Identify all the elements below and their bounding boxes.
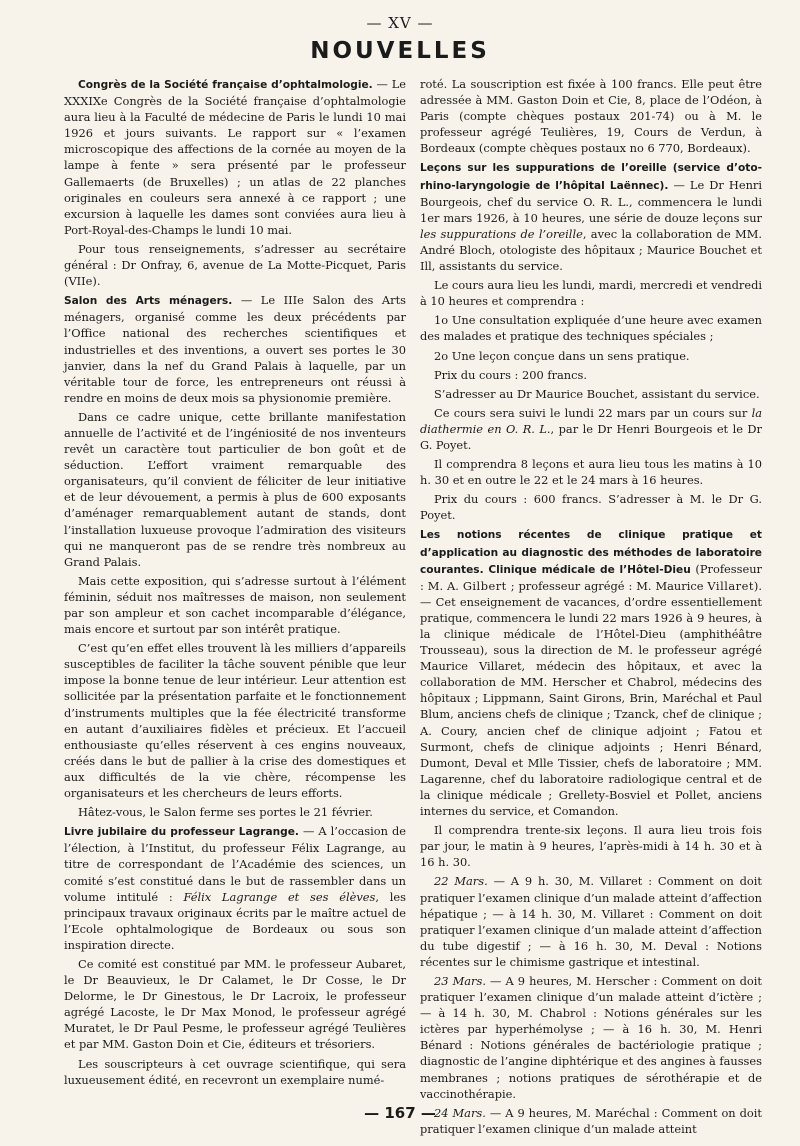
lecons-text-b: , avec la collaboration de MM. André Bloch, otologiste des hôpitaux ; Maurice Bouchet et Ill, assistants du service. [420,226,762,274]
lecons-paragraph-3: 1o Une consultation expliquée d’une heure avec examen des malades et pratique des techniques spéciales ; [420,313,762,344]
lecons-paragraph-5: Prix du cours : 200 francs. [434,367,587,382]
livre-book-title: Félix Lagrange et ses élèves [183,889,376,904]
left-column [64,76,406,1091]
lecons-paragraph-8: Il comprendra 8 leçons et aura lieu tous les matins à 10 h. 30 et en outre le 22 et le 24 mars à 16 heures. [420,457,762,488]
notions-sub-c: ). [753,578,762,593]
lecons-paragraph-4: 2o Une leçon conçue dans un sens pratique. [434,348,690,363]
text-24-mars: — A 9 heures, M. Maréchal : Comment on doit pratiquer l’examen clinique d’un malade atteint [420,1105,762,1136]
schedule-23-mars [420,973,762,1102]
notions-heading: Les notions récentes de clinique pratique et d’application au diagnostic des méthodes de laboratoire courantes. Clinique médicale de l’Hôtel-Dieu [420,529,762,576]
page-number: — 167 — [364,1104,436,1122]
salon-paragraph-3: Mais cette exposition, qui s’adresse surtout à l’élément féminin, séduit nos maîtresses de maison, non seulement par son ampleur et son cachet incomparable d’élégance, mais encore et surtout par son intérêt pratique. [64,573,406,637]
notions-sub-a: (Professeur : M. A. [420,561,763,593]
salon-paragraph-5: Hâtez-vous, le Salon ferme ses portes le 21 février. [78,805,373,820]
lecons-paragraph [420,159,762,274]
congres-body: — Le XXXIXe Congrès de la Société française d’ophtalmologie aura lieu à la Faculté de médecine de Paris le lundi 10 mai 1926 et jours suivants. Le rapport sur « l’examen microscopique des affections de la cornée au moyen de la lampe à fente » sera présenté par le professeur Gallemaerts (de Bruxelles) ; un atlas de 22 planches originales en couleurs sera annexé à ce rapport ; une excursion à laquelle les dames sont conviées aura lieu à Port-Royal-des-Champs le lundi 10 mai. [64,77,407,237]
notions-body: — Cet enseignement de vacances, d’ordre essentiellement pratique, commencera le lundi 22 mars 1926 à 9 heures, à la clinique médicale de l’Hôtel-Dieu (amphithéâtre Trousseau), sous la direction de M. le professeur agrégé Maurice Villaret, médecin des hôpitaux, et avec la collaboration de MM. Herscher et Chabrol, médecins des hôpitaux ; Lippmann, Saint Girons, Brin, Maréchal et Paul Blum, anciens chefs de clinique ; Tzanck, chef de clinique ; A. Coury, ancien chef de clinique adjoint ; Fatou et Surmont, chefs de clinique adjoints ; Henri Bénard, Dumont, Deval et Mlle Tissier, chefs de laboratoire ; MM. Lagarenne, chef du laboratoire radiologique central et de la clinique médicale ; Grellety-Bosviel et Pollet, anciens internes du service, et Comandon. [420,594,762,819]
lecons-p7-b: , par le Dr Henri Bourgeois et le Dr G. Poyet. [420,421,762,452]
salon-heading: Salon des Arts ménagers. [64,295,233,308]
lecons-paragraph-6: S’adresser au Dr Maurice Bouchet, assistant du service. [434,386,760,401]
notions-paragraph-2: Il comprendra trente-six leçons. Il aura lieu trois fois par jour, le matin à 9 heures, l’après-midi à 14 h. 30 et à 16 h. 30. [420,823,762,870]
salon-body: — Le IIIe Salon des Arts ménagers, organisé comme les deux précédents par l’Office national des recherches scientifiques et industrielles et des inventions, a ouvert ses portes le 30 janvier, dans la nef du Grand Palais à laquelle, par un véritable tour de force, les entrepreneurs ont réussi à rendre en moins de deux mois sa physionomie première. [64,293,406,405]
salon-paragraph-4: C’est qu’en effet elles trouvent là les milliers d’appareils susceptibles de faciliter la tâche souvent pénible que leur impose la bonne tenue de leur intérieur. Leur attention est sollicitée par la présentation parfaite et le fonctionnement d’instruments multiples que la fée électricité transforme en autant d’auxiliaires fidèles et précieux. Et l’accueil enthousiaste qu’elles réservent à ces engins nouveaux, créés dans le but de pallier à la crise des domestiques et aux difficultés de la vie chère, récompense les organisateurs et les chercheurs de leurs efforts. [64,641,406,801]
congres-info: Pour tous renseignements, s’adresser au secrétaire général : Dr Onfray, 6, avenue de La Motte-Picquet, Paris (VIIe). [64,241,406,289]
livre-continuation: roté. La souscription est fixée à 100 francs. Elle peut être adressée à MM. Gaston Doin et Cie, 8, place de l’Odéon, à Paris (compte chèques postaux 201-74) ou à M. le professeur agrégé Teulières, 19, Cours de Verdun, à Bordeaux (compte chèques postaux no 6 770, Bordeaux). [420,77,762,156]
running-header: — XV — [366,14,434,32]
notions-prof-name: Gilbert [462,578,507,593]
livre-heading: Livre jubilaire du professeur Lagrange. [64,826,299,839]
lecons-paragraph-7 [420,405,762,453]
salon-paragraph [64,292,406,406]
notions-sub-b: ; professeur agrégé : M. Maurice [506,578,708,593]
notions-paragraph [420,526,762,819]
lecons-paragraph-2: Le cours aura lieu les lundi, mardi, mercredi et vendredi à 10 heures et comprendra : [420,278,762,309]
livre-paragraph-3: Les souscripteurs à cet ouvrage scientifique, qui sera luxueusement édité, en recevront un exemplaire numé- [64,1056,406,1087]
livre-paragraph-2: Ce comité est constitué par MM. le professeur Aubaret, le Dr Beauvieux, le Dr Calamet, le Dr Cosse, le Dr Delorme, le Dr Ginestous, le Dr Lacroix, le professeur agrégé Lacoste, le Dr Max Monod, le professeur agrégé Muratet, le Dr Paul Pesme, le professeur agrégé Teulières et par MM. Gaston Doin et Cie, éditeurs et trésoriers. [64,956,406,1052]
salon-paragraph-2: Dans ce cadre unique, cette brillante manifestation annuelle de l’activité et de l’ingéniosité de nos inventeurs revêt un caractère tout particulier de bon goût et de séduction. L’effort vraiment remarquable des organisateurs, qu’il convient de féliciter de leur initiative et de leur dévouement, a permis à plus de 600 exposants d’aménager remarquablement autant de stands, dont l’installation luxueuse provoque l’admiration des visiteurs qui ne manqueront pas de se rendre très nombreux au Grand Palais. [64,409,406,569]
congres-paragraph [64,76,406,238]
date-22-mars: 22 Mars. [434,874,488,889]
notions-agrege-name: Villaret [707,578,754,593]
livre-text-a: — A l’occasion de l’élection, à l’Institut, du professeur Félix Lagrange, au titre de correspondant de l’Académie des sciences, un comité s’est constitué dans le but de rassembler dans un volume intitulé : [64,824,406,904]
date-23-mars: 23 Mars. [434,973,486,988]
lecons-paragraph-9: Prix du cours : 600 francs. S’adresser à M. le Dr G. Poyet. [420,492,762,523]
lecons-p7-a: Ce cours sera suivi le lundi 22 mars par un cours sur [434,405,752,420]
right-column [420,76,762,1140]
text-23-mars: — A 9 heures, M. Herscher : Comment on doit pratiquer l’examen clinique d’un malade atteint d’ictère ; — à 14 h. 30, M. Chabrol : Notions générales sur les ictères par hyperhémolyse ; — à 16 h. 30, M. Henri Bénard : Notions générales de bactériologie pratique ; diagnostic de l’angine diphtérique et des angines à fausses membranes ; notions pratiques de sérothérapie et de vaccinothérapie. [420,973,762,1101]
text-22-mars: — A 9 h. 30, M. Villaret : Comment on doit pratiquer l’examen clinique d’un malade atteint d’affection hépatique ; — à 14 h. 30, M. Villaret : Comment on doit pratiquer l’examen clinique d’un malade atteint d’affection du tube digestif ; — à 16 h. 30, M. Deval : Notions récentes sur le chimisme gastrique et intestinal. [420,874,762,969]
lecons-heading: Leçons sur les suppurations de l’oreille (service d’oto-rhino-laryngologie de l’hôpital Laënnec). [420,162,762,192]
lecons-p7-topic: la diathermie en O. R. L. [420,405,762,436]
date-24-mars: 24 Mars. [434,1105,486,1120]
lecons-topic: les suppurations de l’oreille [420,226,583,241]
livre-paragraph [64,823,406,953]
schedule-22-mars [420,873,762,970]
lecons-text-a: — Le Dr Henri Bourgeois, chef du service O. R. L., commencera le lundi 1er mars 1926, à 10 heures, une série de douze leçons sur [420,177,762,225]
congres-heading: Congrès de la Société française d’ophtalmologie. [78,79,373,91]
page-title: NOUVELLES [310,38,490,64]
livre-text-b: , les principaux travaux originaux écrits par le maître actuel de l’Ecole ophtalmologique de Bordeaux ou sous son inspiration directe. [64,889,406,952]
